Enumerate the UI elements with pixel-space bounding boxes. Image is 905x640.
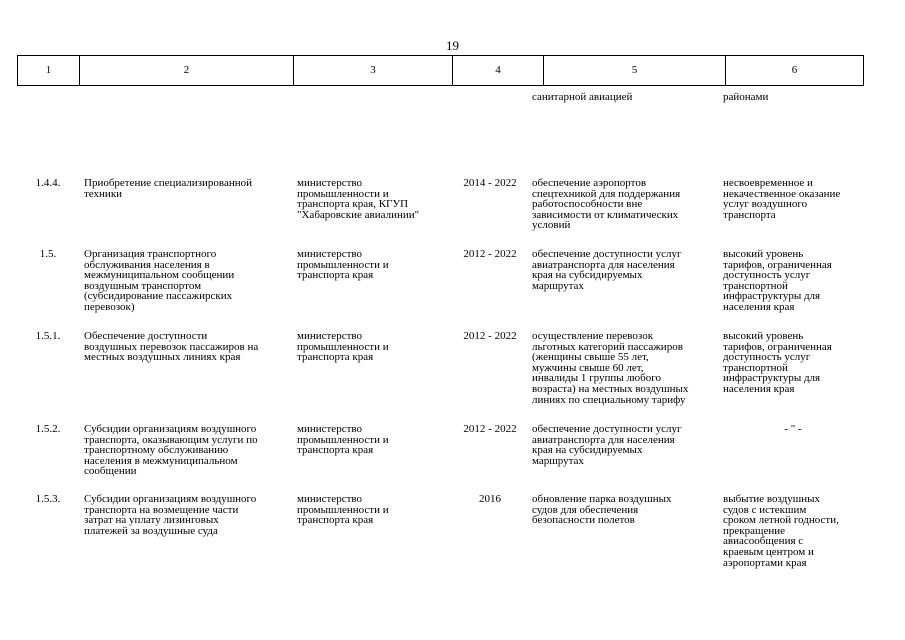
row-name: Обеспечение доступности воздушных перевозок пассажиров на местных воздушных линиях края xyxy=(84,330,259,364)
table-header xyxy=(17,55,864,86)
row-executor: министерство промышленности и транспорта края xyxy=(297,248,389,282)
row-executor: министерство промышленности и транспорта края, КГУП "Хабаровские авиалинии" xyxy=(297,177,420,221)
header-col-2: 2 xyxy=(183,64,190,76)
row-period: 2014 - 2022 xyxy=(463,177,517,189)
header-col-3: 3 xyxy=(370,64,376,76)
row-number: 1.5.3. xyxy=(35,493,61,505)
row-executor: министерство промышленности и транспорта края xyxy=(297,423,389,457)
row-result: обеспечение доступности услуг авиатранспорта для населения края на субсидируемых маршрутах xyxy=(532,423,682,467)
row-period: 2012 - 2022 xyxy=(463,423,517,435)
row-name: Субсидии организациям воздушного транспорта на возмещение части затрат на уплату лизинговых платежей за воздушные суда xyxy=(84,493,257,537)
row-consequence: высокий уровень тарифов, ограниченная доступность услуг транспортной инфраструктуры для населения края xyxy=(723,248,832,313)
carryover-result: санитарной авиацией xyxy=(532,91,633,103)
row-name: Приобретение специализированной техники xyxy=(84,177,253,200)
row-result: обеспечение доступности услуг авиатранспорта для населения края на субсидируемых маршрутах xyxy=(532,248,682,292)
row-consequence: несвоевременное и некачественное оказание услуг воздушного транспорта xyxy=(723,177,841,221)
row-number: 1.5.1. xyxy=(35,330,61,342)
row-name: Организация транспортного обслуживания населения в межмуниципальном сообщении воздушным транспортом (субсидирование пассажирских перевозок) xyxy=(84,248,235,313)
row-consequence: выбытие воздушных судов с истекшим сроком летной годности, прекращение авиасообщения с краевым центром и аэропортами края xyxy=(723,493,839,569)
header-col-1: 1 xyxy=(45,64,52,76)
row-executor: министерство промышленности и транспорта края xyxy=(297,493,389,527)
carryover-consequence: районами xyxy=(723,91,769,103)
row-result: осуществление перевозок льготных категорий пассажиров (женщины свыше 55 лет, мужчины свыше 60 лет, инвалиды 1 группы любого возраста) на местных воздушных линиях по специальному тарифу xyxy=(532,330,689,406)
row-number: 1.5.2. xyxy=(35,423,61,435)
row-result: обеспечение аэропортов спецтехникой для поддержания работоспособности вне зависимости от климатических условий xyxy=(532,177,681,232)
row-period: 2016 xyxy=(479,493,501,505)
header-col-4: 4 xyxy=(495,64,501,76)
row-consequence: высокий уровень тарифов, ограниченная доступность услуг транспортной инфраструктуры для населения края xyxy=(723,330,832,395)
page-number: 19 xyxy=(446,38,459,53)
row-executor: министерство промышленности и транспорта края xyxy=(297,330,389,364)
row-period: 2012 - 2022 xyxy=(463,248,517,260)
row-consequence: - " - xyxy=(784,423,802,435)
header-col-6: 6 xyxy=(791,64,798,76)
row-number: 1.4.4. xyxy=(35,177,61,189)
row-period: 2012 - 2022 xyxy=(463,330,517,342)
row-result: обновление парка воздушных судов для обеспечения безопасности полетов xyxy=(532,493,672,527)
row-name: Субсидии организациям воздушного транспорта, оказывающим услуги по транспортному обслуживанию населения в межмуниципальном сообщении xyxy=(84,423,258,478)
row-number: 1.5. xyxy=(39,248,57,260)
header-col-5: 5 xyxy=(631,64,638,76)
